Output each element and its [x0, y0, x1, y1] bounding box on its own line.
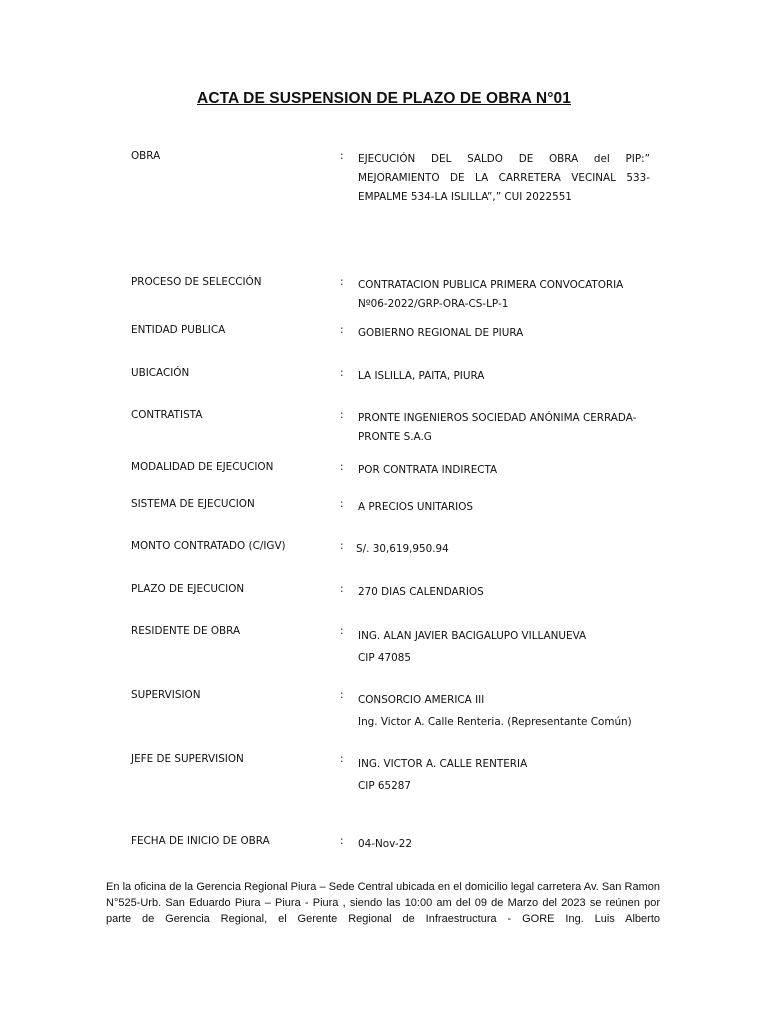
- field-jefe-supervision-value: [358, 753, 650, 797]
- field-supervision-label: SUPERVISION: [131, 689, 201, 701]
- field-fecha-inicio-value: 04-Nov-22: [358, 838, 412, 850]
- field-ubicacion-colon: :: [340, 367, 344, 379]
- field-fecha-inicio-colon: :: [340, 835, 344, 847]
- field-proceso-colon: :: [340, 276, 344, 288]
- field-modalidad-value: POR CONTRATA INDIRECTA: [358, 464, 498, 476]
- field-contratista-label: CONTRATISTA: [131, 409, 203, 421]
- field-sistema-label: SISTEMA DE EJECUCION: [131, 498, 255, 510]
- field-monto-label: MONTO CONTRATADO (C/IGV): [131, 540, 286, 552]
- field-fecha-inicio-label: FECHA DE INICIO DE OBRA: [131, 835, 270, 847]
- field-entidad-label: ENTIDAD PUBLICA: [131, 324, 226, 336]
- field-sistema-colon: :: [340, 498, 344, 510]
- field-modalidad-colon: :: [340, 461, 344, 473]
- field-jefe-supervision-label: JEFE DE SUPERVISION: [131, 753, 244, 765]
- field-contratista-line-2: PRONTE S.A.G: [358, 431, 432, 443]
- field-jefe-supervision-line-2: CIP 65287: [358, 780, 411, 792]
- field-proceso-value: [358, 276, 650, 314]
- field-residente-value: [358, 625, 650, 669]
- document-title: ACTA DE SUSPENSION DE PLAZO DE OBRA N°01: [197, 90, 571, 107]
- field-sistema-value: A PRECIOS UNITARIOS: [358, 501, 474, 513]
- field-ubicacion-value: LA ISLILLA, PAITA, PIURA: [358, 370, 485, 382]
- field-residente-line-1: ING. ALAN JAVIER BACIGALUPO VILLANUEVA: [358, 630, 587, 642]
- field-entidad-value: GOBIERNO REGIONAL DE PIURA: [358, 327, 524, 339]
- field-contratista-value: [358, 409, 650, 447]
- field-plazo-label: PLAZO DE EJECUCION: [131, 583, 245, 595]
- field-residente-line-2: CIP 47085: [358, 652, 411, 664]
- field-residente-label: RESIDENTE DE OBRA: [131, 625, 241, 637]
- field-obra-label: OBRA: [131, 150, 161, 162]
- field-proceso-label: PROCESO DE SELECCIÓN: [131, 276, 262, 288]
- field-contratista-line-1: PRONTE INGENIEROS SOCIEDAD ANÓNIMA CERRADA-: [358, 412, 637, 424]
- field-jefe-supervision-colon: :: [340, 753, 344, 765]
- field-proceso-line-2: Nº06-2022/GRP-ORA-CS-LP-1: [358, 298, 509, 310]
- field-plazo-value: 270 DIAS CALENDARIOS: [358, 586, 484, 598]
- field-supervision-line-1: CONSORCIO AMERICA III: [358, 694, 485, 706]
- field-monto-colon: :: [340, 540, 344, 552]
- field-proceso-line-1: CONTRATACION PUBLICA PRIMERA CONVOCATORIA: [358, 279, 624, 291]
- field-residente-colon: :: [340, 625, 344, 637]
- field-obra-colon: :: [340, 150, 344, 162]
- field-modalidad-label: MODALIDAD DE EJECUCION: [131, 461, 274, 473]
- body-paragraph: En la oficina de la Gerencia Regional Piura – Sede Central ubicada en el domicilio legal carretera Av. San Ramon N°525-Urb. San Eduardo Piura – Piura - Piura , siendo las 10:00 am del 09 de Marzo del 2023 se reúnen por parte de Gerencia Regional, el Gerente Regional de Infraestructura - GORE Ing. Luis Alberto: [106, 881, 660, 925]
- field-monto-value: S/. 30,619,950.94: [356, 543, 449, 555]
- field-supervision-value: [358, 689, 650, 733]
- field-plazo-colon: :: [340, 583, 344, 595]
- field-entidad-colon: :: [340, 324, 344, 336]
- field-supervision-line-2: Ing. Victor A. Calle Renteria. (Representante Común): [358, 716, 632, 728]
- field-obra-value: EJECUCIÓN DEL SALDO DE OBRA del PIP:” MEJORAMIENTO DE LA CARRETERA VECINAL 533-EMPALME 534-LA ISLILLA”,” CUI 2022551: [358, 153, 650, 203]
- field-contratista-colon: :: [340, 409, 344, 421]
- field-supervision-colon: :: [340, 689, 344, 701]
- field-jefe-supervision-line-1: ING. VICTOR A. CALLE RENTERIA: [358, 758, 528, 770]
- field-ubicacion-label: UBICACIÓN: [131, 367, 190, 379]
